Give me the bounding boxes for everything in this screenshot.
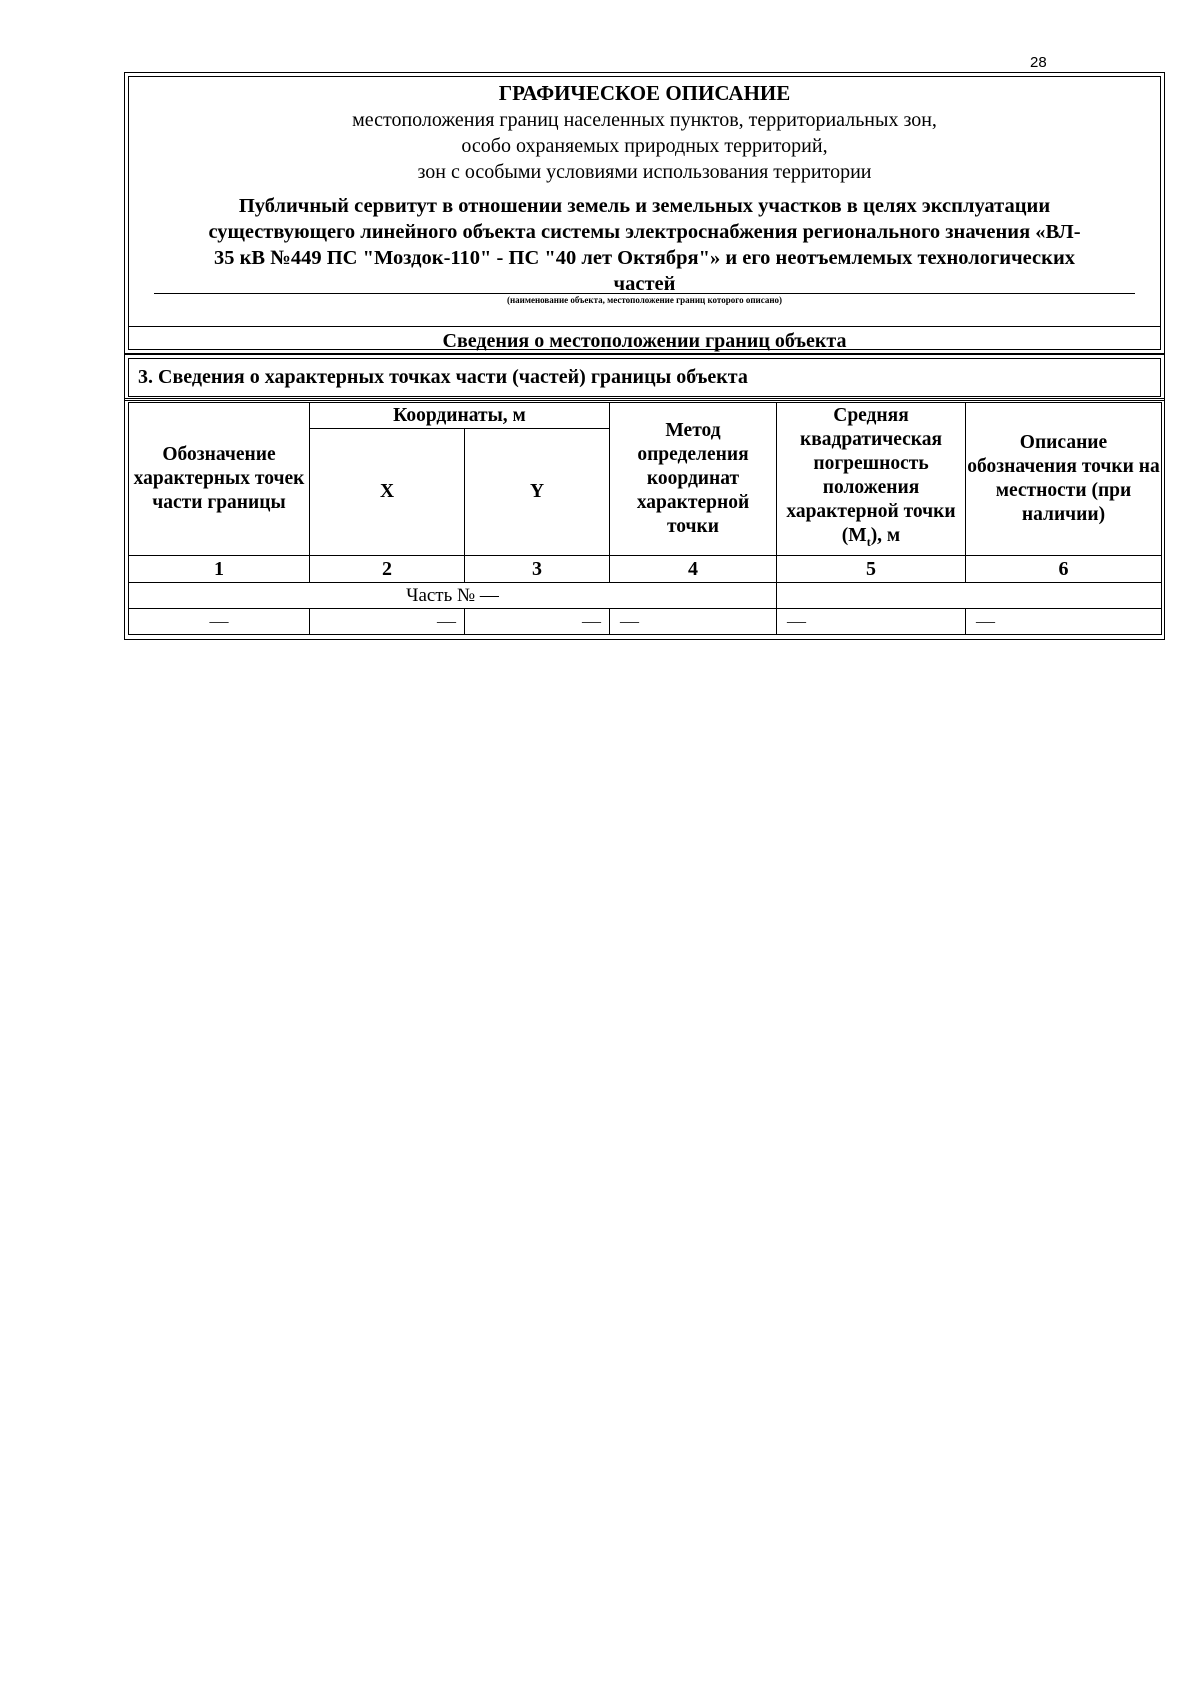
subtitle-line: особо охраняемых природных территорий, — [461, 135, 828, 157]
table-cell: — — [465, 609, 610, 635]
subsection-title: 3. Сведения о характерных точках части (частей) границы объекта — [128, 358, 1161, 397]
column-number: 1 — [129, 556, 310, 583]
header-y: Y — [465, 429, 610, 556]
table-cell: — — [610, 609, 777, 635]
subtitle-line: зон с особыми условиями использования территории — [417, 161, 872, 183]
column-number: 4 — [610, 556, 777, 583]
part-label: Часть № — — [129, 583, 777, 609]
table-row — [129, 609, 1162, 635]
header-x: X — [310, 429, 465, 556]
column-number: 5 — [777, 556, 966, 583]
object-name-line: Публичный сервитут в отношении земель и земельных участков в целях эксплуатации — [238, 195, 1051, 217]
part-row — [129, 583, 1162, 609]
object-name — [159, 193, 1130, 297]
header-inner — [128, 76, 1161, 350]
column-number: 6 — [966, 556, 1162, 583]
object-name-caption: (наименование объекта, местоположение границ которого описано) — [506, 295, 783, 305]
object-name-underline — [154, 293, 1135, 294]
table-cell: — — [310, 609, 465, 635]
subsection-block — [124, 354, 1165, 401]
header-block — [124, 72, 1165, 354]
header-point-designation: Обозначение характерных точек части границы — [129, 403, 310, 556]
object-name-line: частей — [613, 273, 676, 295]
part-empty-cell — [777, 583, 1162, 609]
page-number: 28 — [1030, 54, 1047, 71]
header-description: Описание обозначения точки на местности (при наличии) — [966, 403, 1162, 556]
document-title: ГРАФИЧЕСКОЕ ОПИСАНИЕ — [498, 81, 791, 105]
table-cell: — — [777, 609, 966, 635]
document-subtitle — [129, 107, 1160, 185]
header-method: Метод определения координат характерной точки — [610, 403, 777, 556]
points-table — [128, 402, 1162, 635]
column-number: 3 — [465, 556, 610, 583]
header-error-subscript: t — [866, 534, 871, 549]
header-error-end: ), м — [870, 525, 901, 547]
header-error — [777, 403, 966, 556]
section-title: Сведения о местоположении границ объекта — [129, 326, 1160, 353]
object-name-line: существующего линейного объекта системы электроснабжения регионального значения «ВЛ- — [208, 221, 1081, 243]
table-cell: — — [966, 609, 1162, 635]
points-table-frame — [124, 398, 1165, 640]
table-cell: — — [129, 609, 310, 635]
header-coordinates: Координаты, м — [310, 403, 610, 429]
column-number-row — [129, 556, 1162, 583]
object-name-line: 35 кВ №449 ПС "Моздок-110" - ПС "40 лет Октября"» и его неотъемлемых технологических — [214, 247, 1075, 269]
subtitle-line: местоположения границ населенных пунктов, территориальных зон, — [352, 109, 937, 131]
header-error-main: Средняя квадратическая погрешность положения характерной точки (M — [786, 405, 956, 547]
column-number: 2 — [310, 556, 465, 583]
